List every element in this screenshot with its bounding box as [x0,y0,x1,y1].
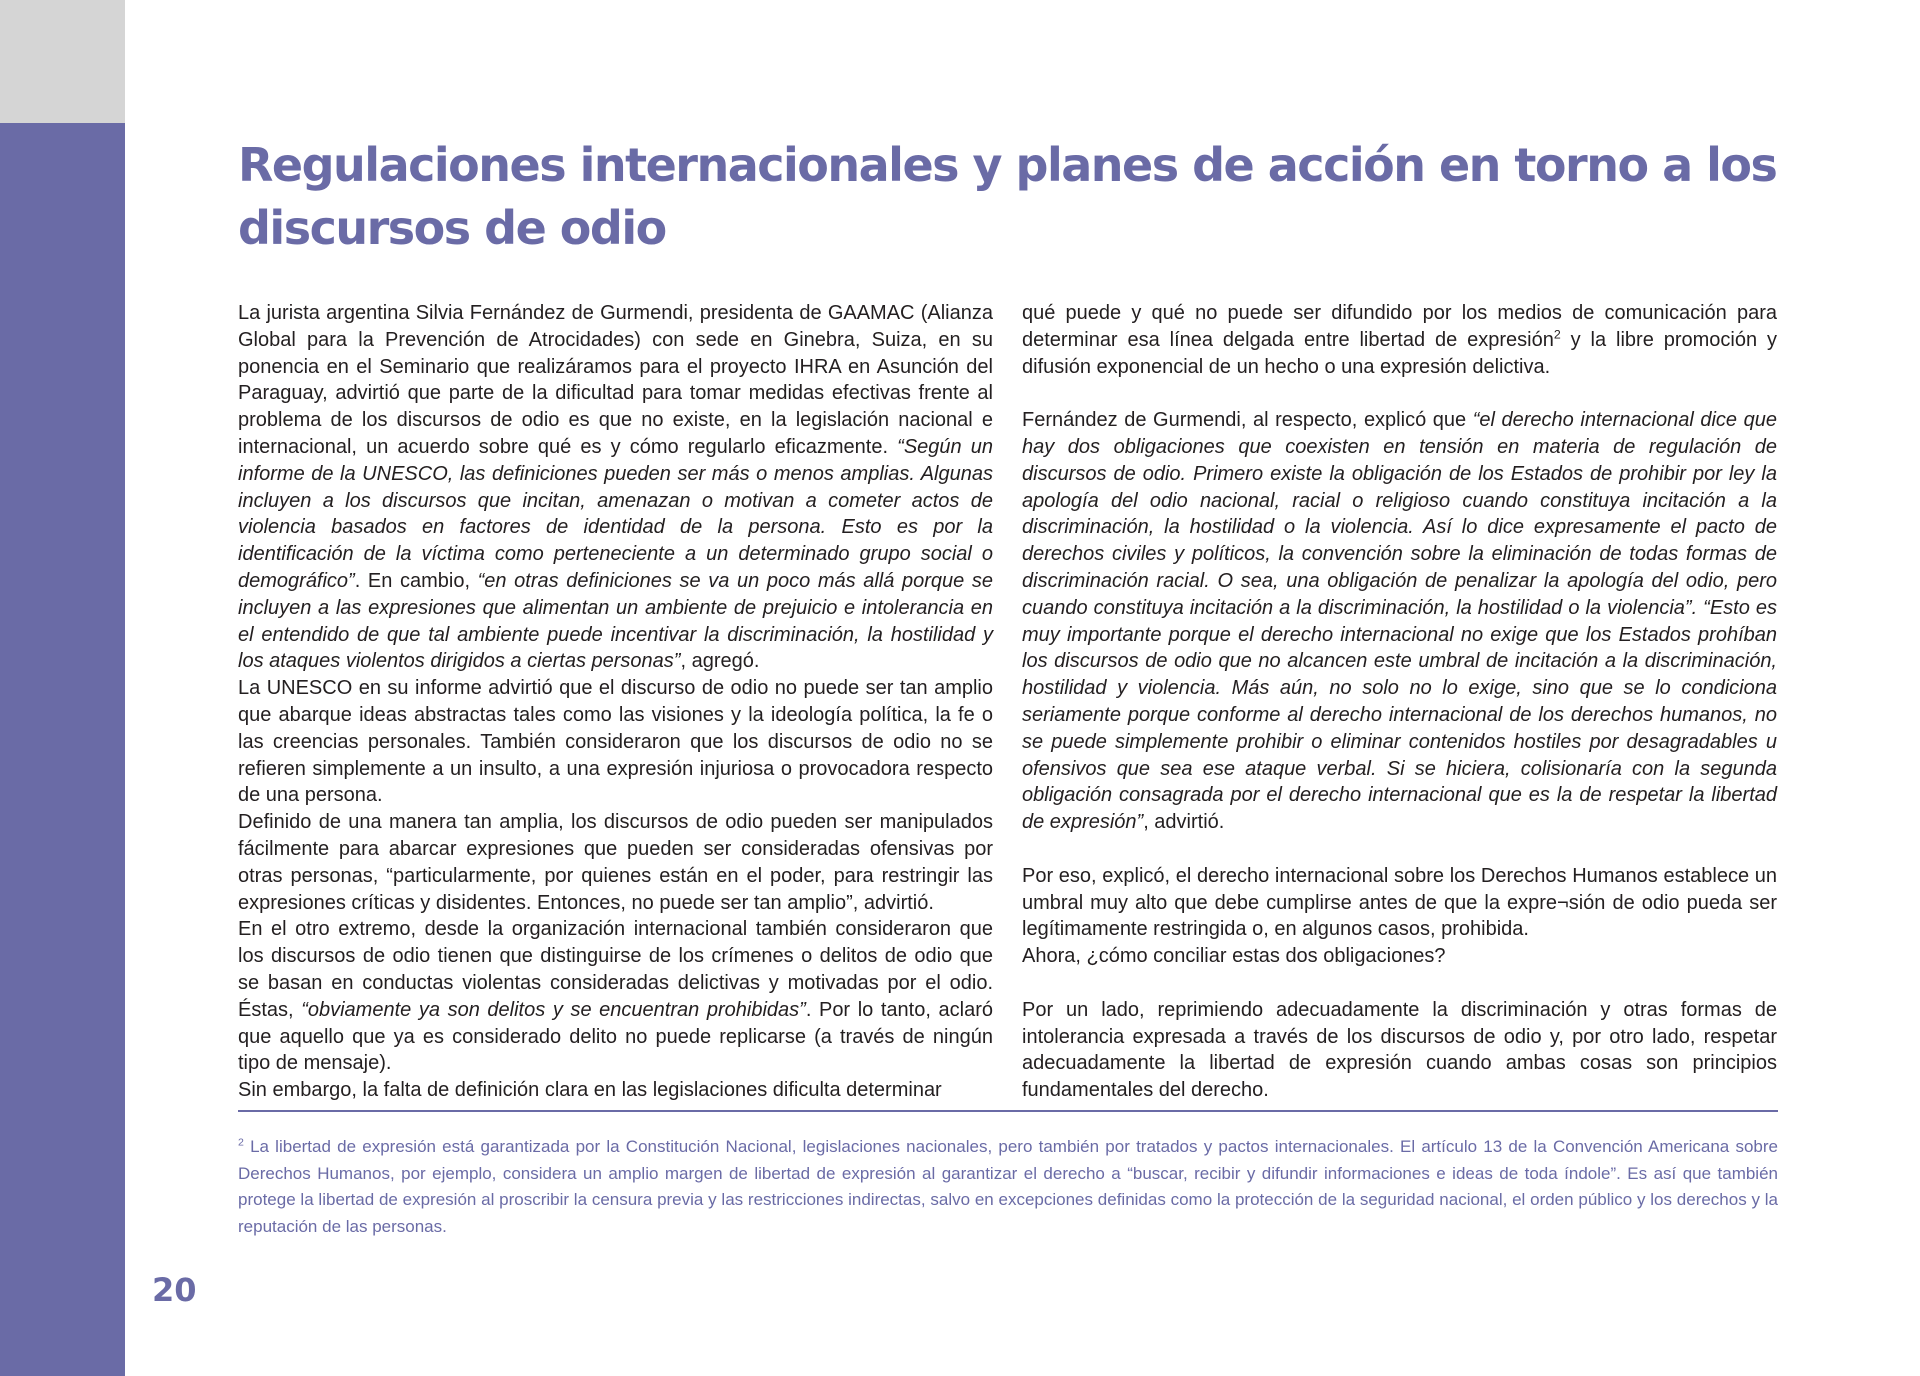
paragraph: Sin embargo, la falta de definición clara en las legislaciones dificulta determinar [238,1079,942,1102]
text-run: y la libre promoción y difusión exponencial de un hecho o una expresión delictiva. [1022,328,1777,378]
text-run: qué puede y qué no puede ser difundido por los medios de comunicación para determinar esa línea delgada entre libertad de expresión [1022,302,1777,351]
paragraph [1022,300,1777,380]
footnote [238,1134,1778,1240]
paragraph [238,300,993,675]
paragraph: Por eso, explicó, el derecho internacional sobre los Derechos Humanos establece un umbral muy alto que debe cumplirse antes de que la expre¬sión de odio pueda ser legítimamente restringida o, en algunos casos, prohibida. [1022,864,1777,941]
right-column [1022,300,1777,1104]
text-run: La jurista argentina Silvia Fernández de Gurmendi, presidenta de GAAMAC (Alianza Global para la Prevención de Atrocidades) con sede en Ginebra, Suiza, en su ponencia en el Seminario que realizáramos para el proyecto IHRA en Asunción del Paraguay, advirtió que parte de la dificultad para tomar medidas efectivas frente al problema de los discursos de odio es que no existe, en la legislación nacional e internacional, un acuerdo sobre qué es y cómo regularlo eficazmente. [238,302,993,458]
footnote-number: 2 [238,1136,244,1149]
text-run: . Por lo tanto, aclaró que aquello que ya es considerado delito no puede replicarse (a través de ningún tipo de mensaje). [238,998,993,1075]
paragraph: Por un lado, reprimiendo adecuadamente la discriminación y otras formas de intolerancia expresada a través de los discursos de odio y, por otro lado, respetar adecuadamente la libertad de expresión cuando ambas cosas son principios fundamentales del derecho. [1022,998,1777,1102]
text-run: . En cambio, [354,569,478,592]
footnote-divider [238,1110,1778,1112]
text-run: , agregó. [680,650,760,673]
paragraph [238,916,993,1077]
quote-text: “el derecho internacional dice que hay dos obligaciones que coexisten en tensión en materia de regulación de discursos de odio. Primero existe la obligación de los Estados de prohibir por ley la apología del odio nacional, racial o religioso cuando constituya incitación a la discriminación, la hostilidad o la violencia. Así lo dice expresamente el pacto de derechos civiles y políticos, la convención sobre la eliminación de todas formas de discriminación racial. O sea, una obligación de penalizar la apología del odio, pero cuando constituya incitación a la discriminación, la hostilidad o la violencia”. “Esto es muy importante porque el derecho internacional no exige que los Estados prohíban los discursos de odio que no alcancen este umbral de incitación a la discriminación, hostilidad y violencia. Más aún, no solo no lo exige, sino que se lo condiciona seriamente porque conforme al derecho internacional de los derechos humanos, no se puede simplemente prohibir o eliminar contenidos hostiles por desagradables u ofensivos que sea ese ataque verbal. Si se hiciera, colisionaría con la segunda obligación consagrada por el derecho internacional que es la de respetar la libertad de expresión” [1022,409,1777,834]
side-bar-top-block [0,0,125,123]
paragraph: Ahora, ¿cómo conciliar estas dos obligaciones? [1022,945,1446,968]
paragraph: La UNESCO en su informe advirtió que el discurso de odio no puede ser tan amplio que abarque ideas abstractas tales como las visiones y la ideología política, la fe o las creencias personales. También consideraron que los discursos de odio no se refieren simplemente a un insulto, a una expresión injuriosa o provocadora respecto de una persona. [238,677,993,807]
footnote-reference: 2 [1553,327,1561,342]
side-bar [0,0,125,1376]
footnote-text: La libertad de expresión está garantizada por la Constitución Nacional, legislaciones nacionales, pero también por tratados y pactos internacionales. El artículo 13 de la Convención Americana sobre Derechos Humanos, por ejemplo, considera un amplio margen de libertad de expresión al garantizar el derecho a “buscar, recibir y difundir informaciones e ideas de toda índole”. Es así que también protege la libertad de expresión al proscribir la censura previa y las restricciones indirectas, salvo en excepciones definidas como la protección de la seguridad nacional, el orden público y los derechos y la reputación de las personas. [238,1137,1778,1236]
page-number: 20 [152,1271,197,1309]
text-run: , advirtió. [1143,811,1225,834]
left-column [238,300,993,1104]
quote-text: “obviamente ya son delitos y se encuentran prohibidas” [301,998,806,1021]
text-run: En el otro extremo, desde la organización internacional también consideraron que los discursos de odio tienen que distinguirse de los crímenes o delitos de odio que se basan en conductas violentas consideradas delictivas y motivadas por el odio. Éstas, [238,918,993,1021]
quote-text: “Según un informe de la UNESCO, las definiciones pueden ser más o menos amplias. Algunas incluyen a los discursos que incitan, amenazan o motivan a cometer actos de violencia basados en factores de identidad de la persona. Esto es por la identificación de la víctima como perteneciente a un determinado grupo social o demográfico” [238,435,993,592]
quote-text: “en otras definiciones se va un poco más allá porque se incluyen a las expresiones que alimentan un ambiente de prejuicio e intolerancia en el entendido de que tal ambiente puede incentivar la discriminación, la hostilidad y los ataques violentos dirigidos a ciertas personas” [238,569,993,673]
text-run: Fernández de Gurmendi, al respecto, explicó que [1022,409,1473,432]
paragraph [1022,407,1777,836]
page-title: Regulaciones internacionales y planes de acción en torno a los discursos de odio [238,138,1777,255]
paragraph: Definido de una manera tan amplia, los discursos de odio pueden ser manipulados fácilmente para abarcar expresiones que pueden ser consideradas ofensivas por otras personas, “particularmente, por quienes están en el poder, para restringir las expresiones críticas y disidentes. Entonces, no puede ser tan amplio”, advirtió. [238,811,993,914]
